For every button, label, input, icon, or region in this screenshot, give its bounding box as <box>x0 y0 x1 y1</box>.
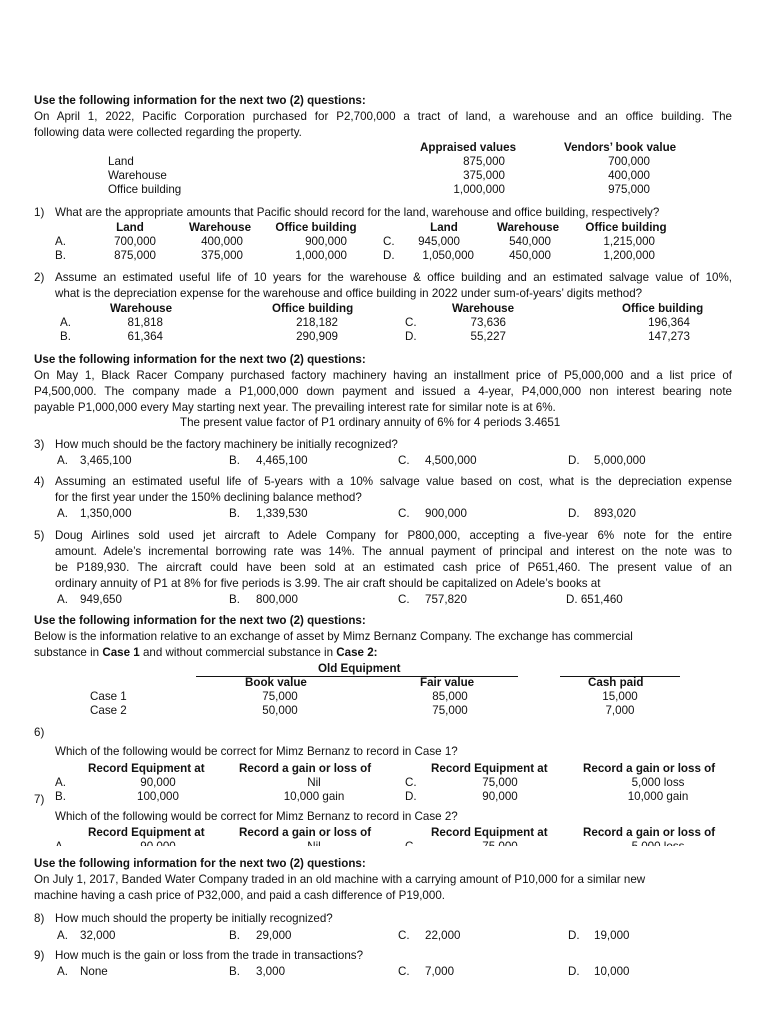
q1-number: 1) <box>34 206 45 219</box>
choice-letter: D. <box>568 507 580 520</box>
q3-text: How much should be the factory machinery be initially recognized? <box>55 438 398 451</box>
q6-number: 6) <box>34 726 45 739</box>
choice-letter: B. <box>229 593 240 606</box>
section4-heading: Use the following information for the next two (2) questions: <box>34 857 366 870</box>
vendor-value-cell: 700,000 <box>608 155 650 168</box>
q1-land-header: Land <box>116 221 144 234</box>
q4-text-line2: for the first year under the 150% declining balance method? <box>55 491 362 504</box>
q2-office-header: Office building <box>272 302 354 315</box>
choice-letter: A. <box>55 776 66 789</box>
q2-warehouse-header: Warehouse <box>452 302 515 315</box>
q1-choice-value: 1,215,000 <box>603 235 655 248</box>
choice-letter: C. <box>405 316 417 329</box>
q5-text-line3: be P189,930. The aircraft could have been sold at an estimated cash price of P651,460. The present value of an <box>55 561 732 574</box>
record-gain-loss-header: Record a gain or loss of <box>239 762 372 775</box>
section3-line2-part: and without commercial substance in <box>139 646 337 659</box>
q7-number: 7) <box>34 793 45 806</box>
choice-value: 32,000 <box>80 929 116 942</box>
q2-choice-value: 290,909 <box>296 330 338 343</box>
q9-number: 9) <box>34 949 45 962</box>
q1-warehouse-header: Warehouse <box>188 221 252 234</box>
choice-letter: C. <box>405 776 417 789</box>
section1-heading: Use the following information for the next two (2) questions: <box>34 94 366 107</box>
q5-text-line4: ordinary annuity of P1 at 8% for five periods is 3.99. The air craft should be capitalized on Adele’s books at <box>55 577 601 590</box>
choice-letter: C. <box>398 507 410 520</box>
case-fair-value: 85,000 <box>432 690 468 703</box>
q1-choice-value: 375,000 <box>201 249 243 262</box>
q1-text: What are the appropriate amounts that Pacific should record for the land, warehouse and office building, respectively? <box>55 206 660 219</box>
choice-letter: A. <box>57 454 68 467</box>
case-cash-paid: 15,000 <box>602 690 638 703</box>
record-equipment-header: Record Equipment at <box>431 762 548 775</box>
choice-value: 22,000 <box>425 929 461 942</box>
q2-text-line2: what is the depreciation expense for the warehouse and office building in 2022 under sum-of-years’ digits method? <box>55 287 643 300</box>
section3-line1: Below is the information relative to an exchange of asset by Mimz Bernanz Company. The exchange has commercial <box>34 630 633 643</box>
choice-value: 19,000 <box>594 929 630 942</box>
choice-letter: D. <box>405 790 417 803</box>
appraised-value-cell: 875,000 <box>463 155 505 168</box>
case-cash-paid: 7,000 <box>605 704 635 717</box>
choice-letter: C. <box>398 965 410 978</box>
record-equipment-header: Record Equipment at <box>88 762 205 775</box>
q6-gain-value: 10,000 gain <box>627 790 689 803</box>
property-row-label: Warehouse <box>108 169 167 182</box>
choice-letter: D. <box>383 249 395 262</box>
choice-letter: B. <box>229 965 240 978</box>
q2-office-header: Office building <box>622 302 704 315</box>
choice-letter: C. <box>398 593 410 606</box>
case-label: Case 1 <box>90 690 127 703</box>
choice-value: 4,465,100 <box>256 454 308 467</box>
case-book-value: 75,000 <box>262 690 298 703</box>
section2-pv-factor: The present value factor of P1 ordinary annuity of 6% for 4 periods 3.4651 <box>180 416 561 429</box>
q5-number: 5) <box>34 529 45 542</box>
q1-choice-value: 1,050,000 <box>422 249 474 262</box>
vendor-value-cell: 400,000 <box>608 169 650 182</box>
q2-choice-value: 55,227 <box>470 330 506 343</box>
choice-value: 4,500,000 <box>425 454 477 467</box>
choice-letter: A. <box>57 507 68 520</box>
choice-value: 3,465,100 <box>80 454 132 467</box>
q4-number: 4) <box>34 475 45 488</box>
q1-office-header: Office building <box>585 221 667 234</box>
choice-letter: D. <box>568 929 580 942</box>
case-fair-value: 75,000 <box>432 704 468 717</box>
q6-gain-value: 10,000 gain <box>283 790 345 803</box>
choice-value: 949,650 <box>80 593 122 606</box>
q8-text: How much should the property be initially recognized? <box>55 912 333 925</box>
q1-choice-value: 1,000,000 <box>295 249 347 262</box>
q1-office-header: Office building <box>275 221 357 234</box>
choice-value: D. 651,460 <box>566 593 623 606</box>
q9-text: How much is the gain or loss from the trade in transactions? <box>55 949 364 962</box>
q1-land-header: Land <box>430 221 458 234</box>
q1-choice-value: 540,000 <box>509 235 551 248</box>
q2-choice-value: 81,818 <box>127 316 163 329</box>
choice-letter: B. <box>60 330 71 343</box>
choice-letter: B. <box>55 790 66 803</box>
choice-letter: B. <box>229 454 240 467</box>
choice-value: 1,339,530 <box>256 507 308 520</box>
q8-number: 8) <box>34 912 45 925</box>
page-cut-mask <box>0 846 768 851</box>
choice-letter: A. <box>57 965 68 978</box>
q4-text-line1: Assuming an estimated useful life of 5-years with a 10% salvage value based on cost, what is the depreciation expense <box>55 475 732 488</box>
q1-choice-value: 700,000 <box>114 235 156 248</box>
vendor-value-cell: 975,000 <box>608 183 650 196</box>
q2-warehouse-header: Warehouse <box>110 302 173 315</box>
appraised-value-cell: 375,000 <box>463 169 505 182</box>
cash-paid-header: Cash paid <box>588 676 644 689</box>
section2-line1: On May 1, Black Racer Company purchased factory machinery having an installment price of P5,000,000 and a list price of <box>34 369 732 382</box>
section1-intro-line2: following data were collected regarding the property. <box>34 126 302 139</box>
q6-record-value: 75,000 <box>482 776 518 789</box>
choice-value: 800,000 <box>256 593 298 606</box>
fair-value-header: Fair value <box>420 676 475 689</box>
record-gain-loss-header: Record a gain or loss of <box>583 826 716 839</box>
q7-text: Which of the following would be correct for Mimz Bernanz to record in Case 2? <box>55 810 458 823</box>
record-gain-loss-header: Record a gain or loss of <box>239 826 372 839</box>
q2-number: 2) <box>34 271 45 284</box>
old-equipment-header: Old Equipment <box>318 662 401 675</box>
record-gain-loss-header: Record a gain or loss of <box>583 762 716 775</box>
choice-letter: A. <box>57 929 68 942</box>
section4-line1: On July 1, 2017, Banded Water Company traded in an old machine with a carrying amount of P10,000 for a similar new <box>34 873 646 886</box>
choice-letter: B. <box>55 249 66 262</box>
case-label: Case 2 <box>90 704 127 717</box>
section3-heading: Use the following information for the next two (2) questions: <box>34 614 366 627</box>
choice-value: 1,350,000 <box>80 507 132 520</box>
q6-gain-value: Nil <box>307 776 321 789</box>
q1-choice-value: 875,000 <box>114 249 156 262</box>
q1-choice-value: 400,000 <box>201 235 243 248</box>
q3-number: 3) <box>34 438 45 451</box>
q1-choice-value: 1,200,000 <box>603 249 655 262</box>
vendor-book-value-header: Vendors’ book value <box>564 141 677 154</box>
q6-record-value: 90,000 <box>482 790 518 803</box>
section3-line2 <box>34 646 378 660</box>
q2-choice-value: 147,273 <box>648 330 690 343</box>
case2-emphasis: Case 2: <box>336 646 378 659</box>
q1-choice-value: 450,000 <box>509 249 551 262</box>
section3-line2-part: substance in <box>34 646 103 659</box>
q6-record-value: 100,000 <box>137 790 179 803</box>
q2-choice-value: 218,182 <box>296 316 338 329</box>
q6-record-value: 90,000 <box>140 776 176 789</box>
choice-letter: B. <box>229 507 240 520</box>
choice-letter: A. <box>60 316 71 329</box>
section1-intro-line1: On April 1, 2022, Pacific Corporation purchased for P2,700,000 a tract of land, a warehouse and an office building. The <box>34 110 732 123</box>
choice-letter: C. <box>398 929 410 942</box>
q6-gain-value: 5,000 loss <box>631 776 685 789</box>
choice-value: None <box>80 965 108 978</box>
q1-warehouse-header: Warehouse <box>496 221 560 234</box>
q2-text-line1: Assume an estimated useful life of 10 years for the warehouse & office building and an estimated salvage value of 10%, <box>55 271 732 284</box>
choice-letter: D. <box>568 454 580 467</box>
record-equipment-header: Record Equipment at <box>88 826 205 839</box>
section4-line2: machine having a cash price of P32,000, and paid a cash difference of P19,000. <box>34 889 446 902</box>
q2-choice-value: 73,636 <box>470 316 506 329</box>
q5-text-line2: amount. Adele’s incremental borrowing rate was 14%. The annual payment of principal and interest on the note was to <box>55 545 732 558</box>
choice-value: 7,000 <box>425 965 455 978</box>
q5-text-line1: Doug Airlines sold used jet aircraft to Adele Company for P800,000, accepting a five-year 6% note for the entire <box>55 529 732 542</box>
choice-letter: A. <box>55 235 66 248</box>
choice-letter: D. <box>405 330 417 343</box>
appraised-value-cell: 1,000,000 <box>453 183 505 196</box>
q1-choice-value: 900,000 <box>305 235 347 248</box>
case1-emphasis: Case 1 <box>102 646 140 659</box>
property-row-label: Land <box>108 155 134 168</box>
choice-value: 900,000 <box>425 507 467 520</box>
choice-value: 3,000 <box>256 965 286 978</box>
choice-value: 10,000 <box>594 965 630 978</box>
choice-value: 893,020 <box>594 507 636 520</box>
choice-letter: C. <box>398 454 410 467</box>
choice-value: 5,000,000 <box>594 454 646 467</box>
choice-value: 757,820 <box>425 593 467 606</box>
choice-letter: B. <box>229 929 240 942</box>
section2-heading: Use the following information for the next two (2) questions: <box>34 353 366 366</box>
q1-choice-value: 945,000 <box>418 235 460 248</box>
choice-letter: C. <box>383 235 395 248</box>
section2-line2: P4,500,000. The company made a P1,000,000 down payment and issued a 4-year, P4,000,000 non interest bearing note <box>34 385 732 398</box>
appraised-values-header: Appraised values <box>420 141 517 154</box>
q6-text: Which of the following would be correct for Mimz Bernanz to record in Case 1? <box>55 745 458 758</box>
q2-choice-value: 196,364 <box>648 316 690 329</box>
case-book-value: 50,000 <box>262 704 298 717</box>
q2-choice-value: 61,364 <box>127 330 163 343</box>
choice-value: 29,000 <box>256 929 292 942</box>
choice-letter: D. <box>568 965 580 978</box>
book-value-header: Book value <box>245 676 307 689</box>
choice-letter: A. <box>57 593 68 606</box>
property-row-label: Office building <box>108 183 182 196</box>
section2-line3: payable P1,000,000 every May starting next year. The prevailing interest rate for similar note is at 6%. <box>34 401 556 414</box>
record-equipment-header: Record Equipment at <box>431 826 548 839</box>
